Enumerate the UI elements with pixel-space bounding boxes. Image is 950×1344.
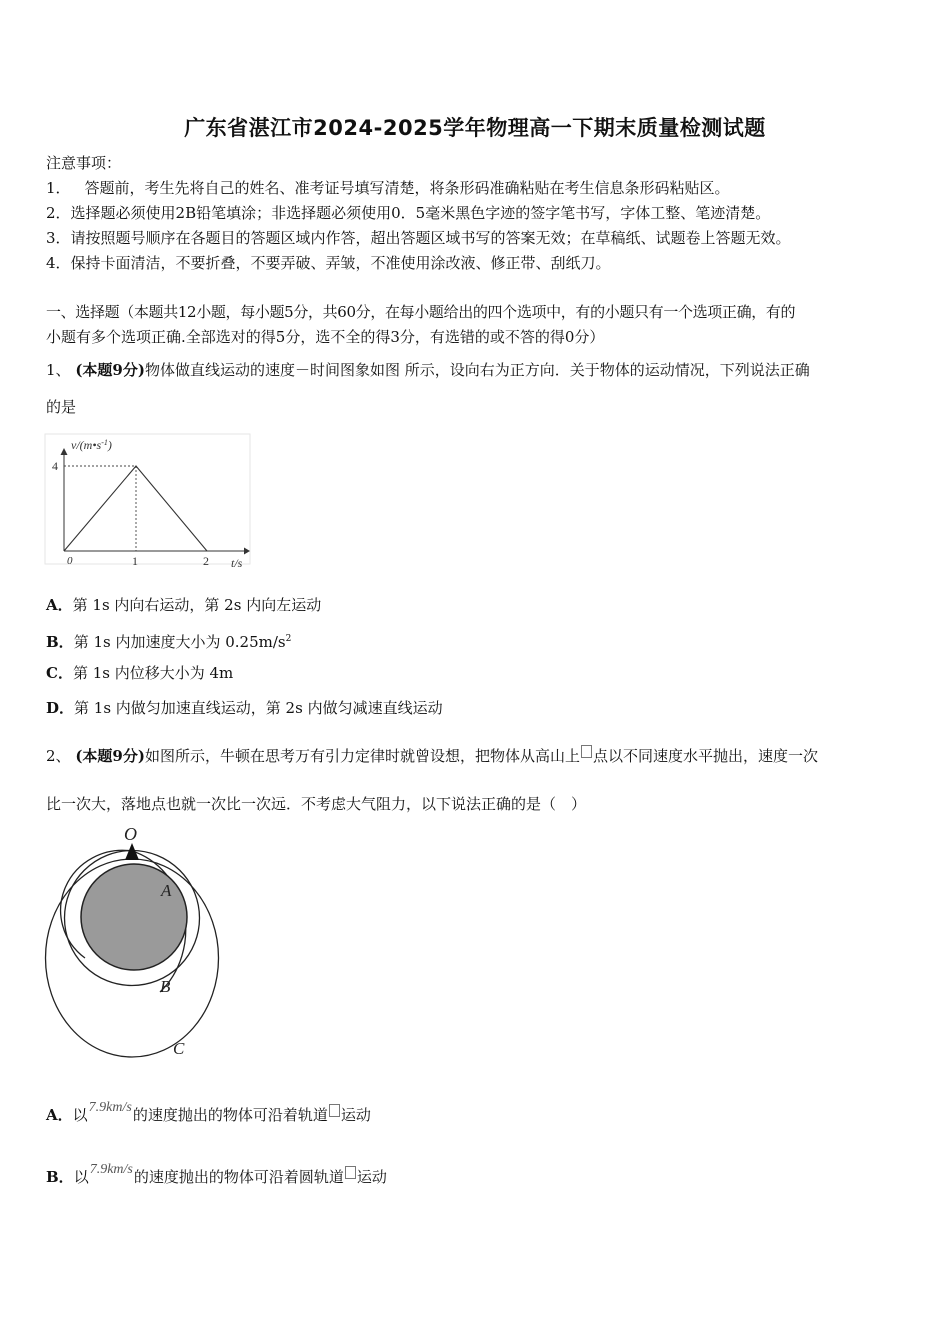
option-text: 以 (73, 1168, 89, 1186)
option-text: 第 1s 内加速度大小为 0.25m/s (73, 633, 286, 651)
question-2-stem (46, 745, 818, 766)
velocity-line (64, 466, 207, 551)
option-text: 第 1s 内位移大小为 4m (72, 664, 234, 682)
question-1-stem (46, 360, 810, 380)
origin-label: 0 (67, 555, 73, 567)
x-axis-label: t/s (231, 556, 243, 570)
option-c[interactable] (46, 663, 233, 683)
option-a[interactable] (46, 1098, 371, 1125)
notice-heading: 注意事项： (46, 154, 122, 172)
point-o-label: O (124, 824, 137, 844)
notice-item-number: 3． (46, 229, 71, 247)
section-heading-line1: 一、选择题（本题共12小题，每小题5分，共60分，在每小题给出的四个选项中，有的小题只有一个选项正确，有的 (46, 303, 796, 321)
notice-item-number: 2． (46, 204, 71, 222)
point-b-label: B (160, 977, 171, 996)
velocity-time-graph (44, 433, 254, 578)
option-label: A． (46, 1106, 73, 1124)
y-tick-label: 4 (52, 459, 58, 473)
question-number: 2、 (46, 747, 71, 765)
option-text: 的速度抛出的物体可沿着轨道 (132, 1106, 328, 1124)
speed-value: 7.9km/s (89, 1162, 133, 1177)
notice-item-number: 1． (46, 179, 71, 197)
option-d[interactable] (46, 698, 443, 718)
notice-item-text: 答题前，考生先将自己的姓名、准考证号填写清楚，将条形码准确粘贴在考生信息条形码粘贴区。 (84, 179, 730, 197)
notice-item (46, 228, 791, 248)
point-a-label: A (161, 881, 172, 900)
option-text: 第 1s 内做匀加速直线运动，第 2s 内做匀减速直线运动 (74, 699, 443, 717)
option-label: B． (46, 633, 74, 651)
y-axis-label: $v/(m•s^{-1})$ (71, 438, 112, 452)
notice-item-text: 选择题必须使用2B铅笔填涂；非选择题必须使用0．5毫米黑色字迹的签字笔书写，字体工整、笔迹清楚。 (70, 204, 771, 222)
option-superscript: 2 (285, 634, 292, 644)
option-b[interactable] (46, 629, 291, 652)
notice-item (46, 203, 770, 223)
mountain-marker (125, 843, 139, 860)
option-text: 运动 (340, 1106, 371, 1124)
option-label: A． (46, 596, 73, 614)
speed-value: 7.9km/s (88, 1100, 132, 1115)
option-text: 第 1s 内向右运动，第 2s 内向左运动 (72, 596, 322, 614)
page-title: 广东省湛江市2024-2025学年物理高一下期末质量检测试题 (184, 116, 766, 140)
question-points: (本题9分) (75, 747, 145, 765)
option-label: B． (46, 1168, 74, 1186)
orbit-diagram (40, 822, 240, 1062)
question-stem-text: 点以不同速度水平抛出，速度一次 (592, 747, 818, 765)
option-label: D． (46, 699, 75, 717)
question-stem-text: 物体做直线运动的速度－时间图象如图 所示，设向右为正方向．关于物体的运动情况，下列说法正确 (144, 361, 810, 379)
option-text: 运动 (356, 1168, 387, 1186)
notice-item-text: 请按照题号顺序在各题目的答题区域内作答，超出答题区域书写的答案无效；在草稿纸、试题卷上答题无效。 (70, 229, 791, 247)
option-a[interactable] (46, 595, 321, 615)
x-tick-label: 1 (132, 554, 138, 568)
earth (81, 864, 187, 970)
question-2-stem-line2: 比一次大，落地点也就一次比一次远．不考虑大气阻力，以下说法正确的是（ ） (46, 795, 587, 813)
notice-item-number: 4． (46, 254, 71, 272)
notice-item-text: 保持卡面清洁，不要折叠，不要弄破、弄皱，不准使用涂改液、修正带、刮纸刀。 (70, 254, 611, 272)
option-text: 的速度抛出的物体可沿着圆轨道 (133, 1168, 344, 1186)
option-label: C． (46, 664, 73, 682)
notice-item (46, 178, 730, 198)
question-stem-text: 如图所示，牛顿在思考万有引力定律时就曾设想，把物体从高山上 (144, 747, 580, 765)
point-c-label: C (173, 1039, 185, 1058)
question-1-stem-line2: 的是 (46, 398, 77, 416)
missing-glyph-box (581, 745, 592, 758)
missing-glyph-box (345, 1166, 356, 1179)
y-axis-arrow (61, 448, 68, 455)
option-text: 以 (72, 1106, 88, 1124)
graph-frame (45, 434, 250, 564)
x-tick-label: 2 (203, 554, 209, 568)
notice-item (46, 253, 611, 273)
option-b[interactable] (46, 1160, 387, 1187)
missing-glyph-box (329, 1104, 340, 1117)
x-axis-arrow (244, 548, 250, 555)
question-number: 1、 (46, 361, 71, 379)
section-heading-line2: 小题有多个选项正确.全部选对的得5分，选不全的得3分，有选错的或不答的得0分） (46, 328, 605, 346)
question-points: (本题9分) (75, 361, 145, 379)
